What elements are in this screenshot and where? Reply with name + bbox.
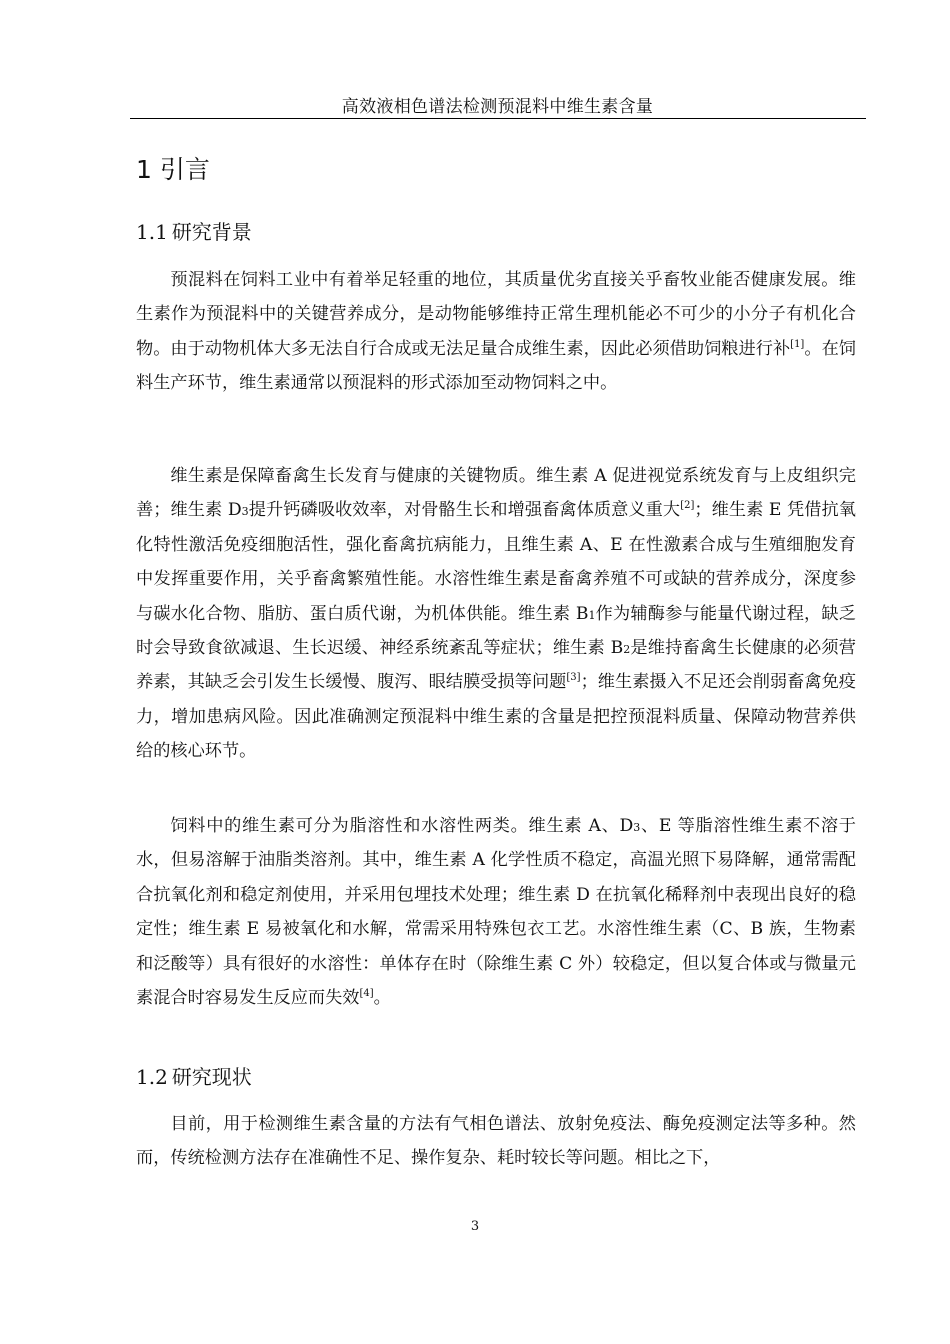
citation: [2] <box>680 500 695 512</box>
paragraph-4 <box>136 1107 856 1176</box>
paragraph-text: ；维生素摄入不足还会削弱畜禽免疫力，增加患病风险。因此准确测定预混料中维生素的含量是把控预混料质量、保障动物营养供给的核心环节。 <box>136 672 856 762</box>
paragraph-text: 作为辅酶参与能量代谢过程，缺乏时会导致食欲减退、生长迟缓、神经系统紊乱等症状；维生素 B <box>136 603 856 659</box>
subscript: 3 <box>633 821 641 834</box>
paragraph-1 <box>136 263 856 401</box>
citation: [4] <box>359 988 374 1000</box>
section-number: 1.1 <box>136 220 168 244</box>
paragraph-text: 提升钙磷吸收效率，对骨骼生长和增强畜禽体质意义重大 <box>248 500 681 521</box>
paragraph-text: 目前，用于检测维生素含量的方法有气相色谱法、放射免疫法、酶免疫测定法等多种。然而，传统检测方法存在准确性不足、操作复杂、耗时较长等问题。相比之下， <box>136 1114 856 1169</box>
running-header: 高效液相色谱法检测预混料中维生素含量 <box>341 97 654 117</box>
section-title: 研究现状 <box>171 1065 252 1089</box>
paragraph-2 <box>136 459 856 769</box>
subscript: 2 <box>623 643 631 657</box>
citation: [1] <box>790 338 805 350</box>
chapter-heading <box>136 150 210 186</box>
paragraph-text: 是维持畜禽生长健康的必须营养素，其缺乏会引发生长缓慢、腹泻、眼结膜受损等问题 <box>136 638 856 693</box>
citation: [3] <box>566 672 581 684</box>
paragraph-text: 。在饲料生产环节，维生素通常以预混料的形式添加至动物饲料之中。 <box>136 338 856 394</box>
subscript: 3 <box>241 505 249 519</box>
section-number: 1.2 <box>136 1065 168 1089</box>
section-heading-1-2 <box>136 1061 252 1090</box>
chapter-number: 1 <box>136 155 152 184</box>
section-title: 研究背景 <box>171 220 252 244</box>
paragraph-text: 预混料在饲料工业中有着举足轻重的地位，其质量优劣直接关乎畜牧业能否健康发展。维生素作为预混料中的关键营养成分，是动物能够维持正常生理机能必不可少的小分子有机化合物。由于动物机体大多无法自行合成或无法足量合成维生素，因此必须借助饲粮进行补 <box>136 270 856 359</box>
paragraph-text: ；维生素 E 凭借抗氧化特性激活免疫细胞活性，强化畜禽抗病能力，且维生素 A、E 在性激素合成与生殖细胞发育中发挥重要作用，关乎畜禽繁殖性能。水溶性维生素是畜禽养殖不可或缺的营养成分，深度参与碳水化合物、脂肪、蛋白质代谢，为机体供能。维生素 B <box>136 500 856 624</box>
paragraph-text: 维生素是保障畜禽生长发育与健康的关键物质。维生素 A 促进视觉系统发育与上皮组织完善；维生素 D <box>136 466 856 521</box>
paragraph-text: 、E 等脂溶性维生素不溶于水，但易溶解于油脂类溶剂。其中，维生素 A 化学性质不稳定，高温光照下易降解，通常需配合抗氧化剂和稳定剂使用，并采用包埋技术处理；维生素 D 在抗氧化稀释剂中表现出良好的稳定性；维生素 E 易被氧化和水解，常需采用特殊包衣工艺。水溶性维生素（C、B 族，生物素和泛酸等）具有很好的水溶性：单体存在时（除维生素 C 外）较稳定，但以复合体或与微量元素混合时容易发生反应而失效 <box>136 816 856 1009</box>
subscript: 1 <box>588 608 596 622</box>
header-rule <box>130 118 866 119</box>
paragraph-text: 饲料中的维生素可分为脂溶性和水溶性两类。维生素 A、D <box>170 816 634 836</box>
chapter-title: 引言 <box>159 155 210 184</box>
section-heading-1-1 <box>136 216 252 245</box>
paragraph-text: 。 <box>373 988 391 1009</box>
page-number: 3 <box>470 1219 480 1234</box>
paragraph-3 <box>136 809 856 1015</box>
